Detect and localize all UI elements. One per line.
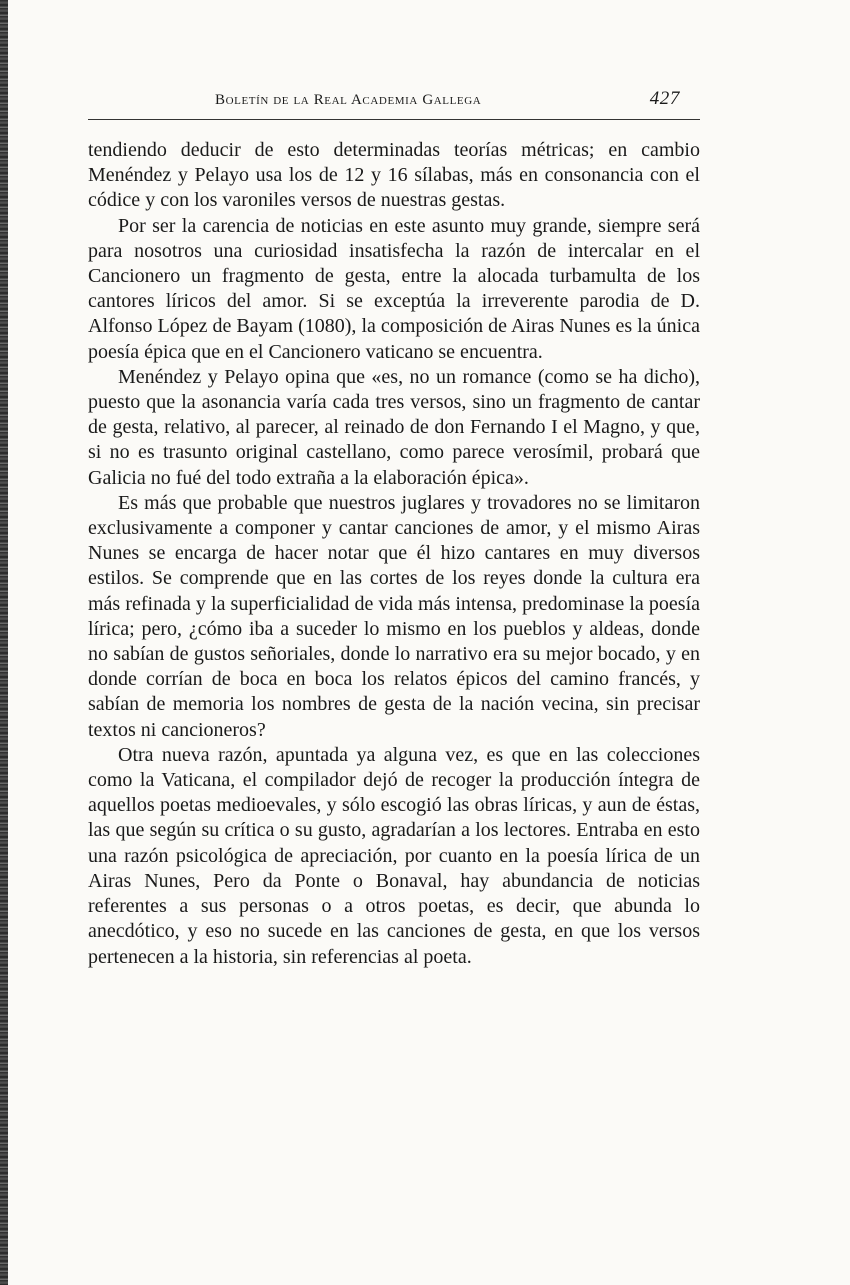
paragraph: Por ser la carencia de noticias en este asunto muy grande, siempre será para nosotros una curiosidad insatisfecha la razón de intercalar en el Cancionero un fragmento de gesta, entre la alocada turbamulta de los cantores líricos del amor. Si se exceptúa la irreverente parodia de D. Alfonso López de Bayam (1080), la composición de Airas Nunes es la única poesía épica que en el Cancionero vaticano se encuentra.	[88, 214, 700, 363]
header-rule	[88, 119, 700, 120]
paragraph: Menéndez y Pelayo opina que «es, no un romance (como se ha dicho), puesto que la asonancia varía cada tres versos, sino un fragmento de cantar de gesta, relativo, al parecer, al reinado de don Fernando I el Magno, y que, si no es trasunto original castellano, como parece verosímil, probará que Galicia no fué del todo extraña a la elaboración épica».	[88, 365, 700, 489]
paragraph: Otra nueva razón, apuntada ya alguna vez, es que en las colecciones como la Vaticana, el compilador dejó de recoger la producción íntegra de aquellos poetas medioevales, y sólo escogió las obras líricas, y aun de éstas, las que según su crítica o su gusto, agradarían a los lectores. Entraba en esto una razón psicológica de apreciación, por cuanto en la poesía lírica de un Airas Nunes, Pero da Ponte o Bonaval, hay abundancia de noticias referentes a sus personas o a otros poetas, es decir, que abunda lo anecdótico, y eso no sucede en las canciones de gesta, en que los versos pertenecen a la historia, sin referencias al poeta.	[88, 743, 700, 968]
page-header	[215, 88, 680, 114]
page-binding-edge	[0, 0, 8, 1285]
paragraph: tendiendo deducir de esto determinadas teorías métricas; en cambio Menéndez y Pelayo usa los de 12 y 16 sílabas, más en consonancia con el códice y con los varoniles versos de nuestras gestas.	[88, 139, 700, 212]
paragraph: Es más que probable que nuestros juglares y trovadores no se limitaron exclusivamente a componer y cantar canciones de amor, y el mismo Airas Nunes se encarga de hacer notar que él hizo cantares en muy diversos estilos. Se comprende que en las cortes de los reyes donde la cultura era más refinada y la superficialidad de vida más intensa, predominase la poesía lírica; pero, ¿cómo iba a suceder lo mismo en los pueblos y aldeas, donde no sabían de gustos señoriales, donde lo narrativo era su mejor bocado, y en donde corrían de boca en boca los relatos épicos del camino francés, y sabían de memoria los nombres de gesta de la nación vecina, sin precisar textos ni cancioneros?	[88, 491, 700, 741]
body-text	[88, 138, 700, 970]
page-number: 427	[649, 88, 680, 109]
running-head: Boletín de la Real Academia Gallega	[215, 92, 482, 108]
